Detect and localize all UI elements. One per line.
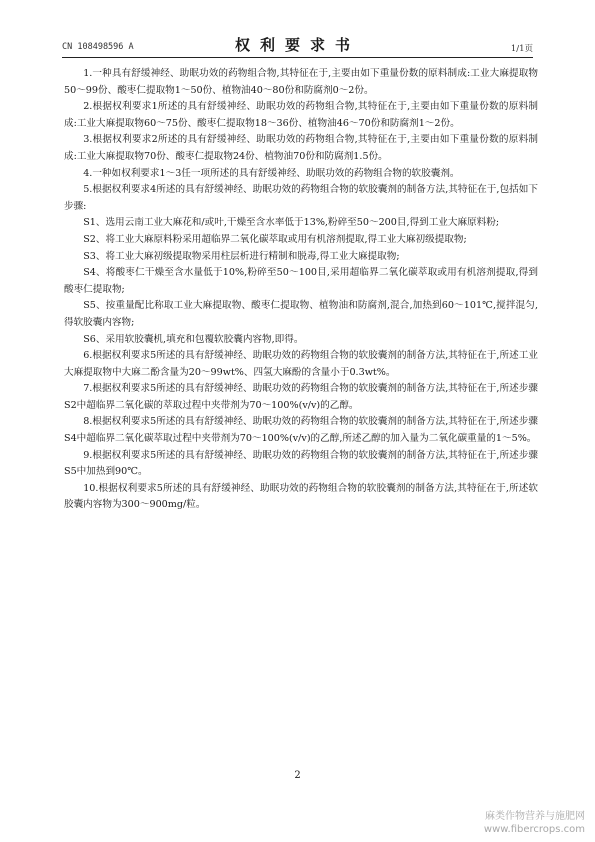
step-s6: S6、采用软胶囊机,填充和包覆软胶囊内容物,即得。 (83, 333, 304, 345)
step-s2: S2、将工业大麻原料粉采用超临界二氧化碳萃取或用有机溶剂提取,得工业大麻初级提取物; (83, 233, 467, 245)
claim-1: 1.一种具有舒缓神经、助眠功效的药物组合物,其特征在于,主要由如下重量份数的原料制成:工业大麻提取物50～99份、酸枣仁提取物1～50份、植物油40～80份和防腐剂0～2份。 (64, 68, 538, 96)
claim-8: 8.根据权利要求5所述的具有舒缓神经、助眠功效的药物组合物的软胶囊剂的制备方法,其特征在于,所述步骤S4中超临界二氧化碳萃取过程中夹带剂为70～100%(v/v)的乙醇,所述乙醇的加入量为二氧化碳重量的1～5%。 (64, 416, 538, 445)
document-title: 权利要求书 (234, 36, 360, 54)
step-s5: S5、按重量配比称取工业大麻提取物、酸枣仁提取物、植物油和防腐剂,混合,加热到60～101℃,搅拌混匀,得软胶囊内容物; (64, 300, 538, 328)
claim-6: 6.根据权利要求5所述的具有舒缓神经、助眠功效的药物组合物的软胶囊剂的制备方法,其特征在于,所述工业大麻提取物中大麻二酚含量为20～99wt%、四氢大麻酚的含量小于0.3wt%。 (64, 350, 538, 378)
watermark-line-1: 麻类作物营养与施肥网 (485, 811, 585, 822)
page-number: 2 (294, 770, 301, 781)
claim-9: 9.根据权利要求5所述的具有舒缓神经、助眠功效的药物组合物的软胶囊剂的制备方法,其特征在于,所述步骤S5中加热到90℃。 (64, 449, 538, 478)
claim-5: 5.根据权利要求4所述的具有舒缓神经、助眠功效的药物组合物的软胶囊剂的制备方法,其特征在于,包括如下步骤: (64, 184, 538, 212)
claim-7: 7.根据权利要求5所述的具有舒缓神经、助眠功效的药物组合物的软胶囊剂的制备方法,其特征在于,所述步骤S2中超临界二氧化碳的萃取过程中夹带剂为70～100%(v/v)的乙醇。 (64, 383, 538, 411)
document-header (62, 30, 533, 56)
claim-2: 2.根据权利要求1所述的具有舒缓神经、助眠功效的药物组合物,其特征在于,主要由如下重量份数的原料制成:工业大麻提取物60～75份、酸枣仁提取物18～36份、植物油46～70份和防腐剂1～2份。 (64, 101, 538, 129)
claim-3: 3.根据权利要求2所述的具有舒缓神经、助眠功效的药物组合物,其特征在于,主要由如下重量份数的原料制成:工业大麻提取物70份、酸枣仁提取物24份、植物油70份和防腐剂1.5份。 (64, 134, 538, 162)
publication-number: CN 108498596 A (62, 42, 134, 52)
claim-10: 10.根据权利要求5所述的具有舒缓神经、助眠功效的药物组合物的软胶囊剂的制备方法,其特征在于,所述软胶囊内容物为300～900mg/粒。 (64, 482, 538, 511)
watermark-line-2: www.fibercrops.com (483, 824, 585, 835)
site-watermark (484, 810, 585, 836)
step-s3: S3、将工业大麻初级提取物采用柱层析进行精制和脱毒,得工业大麻提取物; (83, 250, 400, 262)
header-rule (62, 57, 533, 58)
page-indicator: 1/1页 (510, 44, 533, 54)
step-s1: S1、选用云南工业大麻花和/或叶,干燥至含水率低于13%,粉碎至50～200目,得到工业大麻原料粉; (83, 217, 500, 229)
step-s4: S4、将酸枣仁干燥至含水量低于10%,粉碎至50～100目,采用超临界二氧化碳萃取或用有机溶剂提取,得到酸枣仁提取物; (64, 267, 538, 295)
claim-4: 4.一种如权利要求1～3任一项所述的具有舒缓神经、助眠功效的药物组合物的软胶囊剂。 (83, 167, 460, 179)
claims-body (64, 66, 538, 514)
